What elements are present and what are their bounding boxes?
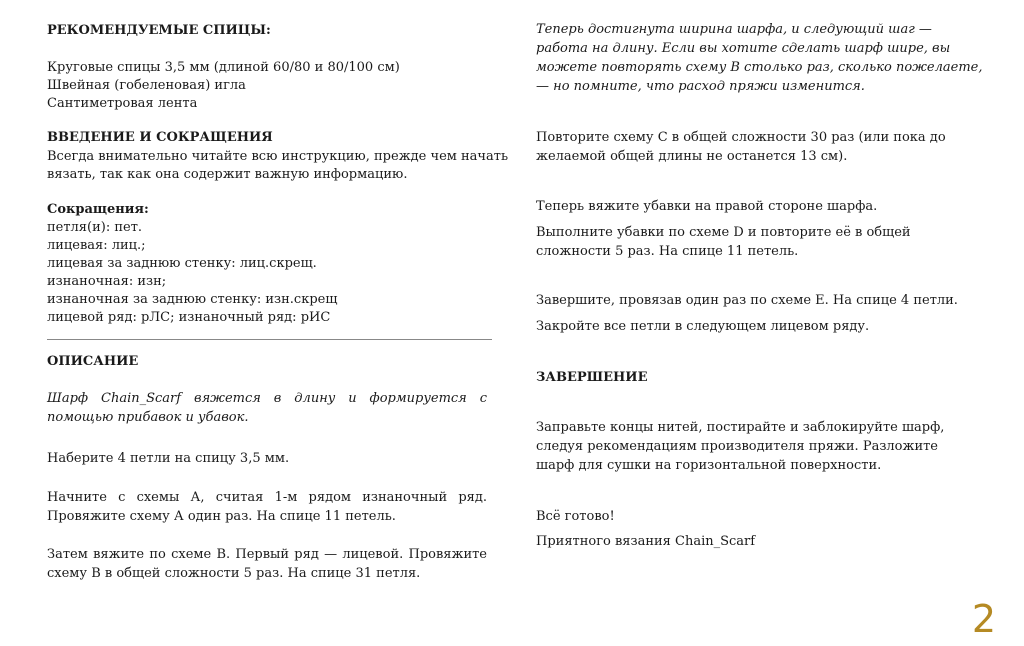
scheme-d-line: Выполните убавки по схеме D и повторите её в общей [536, 225, 911, 240]
page-number: 2 [971, 597, 996, 641]
cast-on-text: Наберите 4 петли на спицу 3,5 мм. [47, 451, 290, 466]
abbreviation-item: изнаночная: изн; [47, 274, 167, 289]
scheme-b-line: Затем вяжите по схеме В. Первый ряд — лицевой. Провяжите [47, 547, 487, 562]
intro-heading: ВВЕДЕНИЕ И СОКРАЩЕНИЯ [47, 130, 273, 145]
section-divider [47, 339, 492, 340]
scheme-e-text: Завершите, провязав один раз по схеме Е. На спице 4 петли. [536, 293, 958, 308]
scheme-a-line: Провяжите схему А один раз. На спице 11 петель. [47, 509, 396, 524]
scheme-a-line: Начните с схемы А, считая 1-м рядом изнаночный ряд. [47, 490, 487, 505]
abbreviation-item: петля(и): пет. [47, 220, 143, 235]
farewell-text: Приятного вязания Chain_Scarf [536, 534, 756, 549]
done-text: Всё готово! [536, 509, 615, 524]
intro-text-line: вязать, так как она содержит важную информацию. [47, 167, 408, 182]
scheme-d-line: сложности 5 раз. На спице 11 петель. [536, 244, 799, 259]
supply-item: Швейная (гобеленовая) игла [47, 78, 246, 93]
finishing-line: следуя рекомендациям производителя пряжи. Разложите [536, 439, 938, 454]
width-note-line: — но помните, что расход пряжи изменится. [536, 79, 865, 94]
width-note-line: работа на длину. Если вы хотите сделать шарф шире, вы [536, 41, 951, 56]
supply-item: Круговые спицы 3,5 мм (длиной 60/80 и 80/100 см) [47, 60, 400, 75]
supply-item: Сантиметровая лента [47, 96, 198, 111]
intro-text-line: Всегда внимательно читайте всю инструкцию, прежде чем начать [47, 149, 509, 164]
width-note-line: можете повторять схему В столько раз, сколько пожелаете, [536, 60, 983, 75]
abbreviation-item: изнаночная за заднюю стенку: изн.скрещ [47, 292, 338, 307]
scheme-b-line: схему В в общей сложности 5 раз. На спице 31 петля. [47, 566, 421, 581]
decrease-intro: Теперь вяжите убавки на правой стороне шарфа. [536, 199, 878, 214]
finishing-line: Заправьте концы нитей, постирайте и заблокируйте шарф, [536, 420, 945, 435]
description-intro-line: помощью прибавок и убавок. [47, 410, 249, 425]
description-heading: ОПИСАНИЕ [47, 354, 139, 369]
abbreviations-heading: Сокращения: [47, 202, 149, 217]
finishing-line: шарф для сушки на горизонтальной поверхности. [536, 458, 882, 473]
scheme-c-line: желаемой общей длины не останется 13 см). [536, 149, 848, 164]
bind-off-text: Закройте все петли в следующем лицевом ряду. [536, 319, 870, 334]
finishing-heading: ЗАВЕРШЕНИЕ [536, 370, 648, 385]
abbreviation-item: лицевой ряд: рЛС; изнаночный ряд: рИС [47, 310, 331, 325]
width-note-line: Теперь достигнута ширина шарфа, и следующий шаг — [536, 22, 932, 37]
supplies-heading: РЕКОМЕНДУЕМЫЕ СПИЦЫ: [47, 23, 271, 38]
description-intro-line: Шарф Chain_Scarf вяжется в длину и формируется с [47, 391, 487, 406]
abbreviation-item: лицевая: лиц.; [47, 238, 146, 253]
scheme-c-line: Повторите схему С в общей сложности 30 раз (или пока до [536, 130, 946, 145]
abbreviation-item: лицевая за заднюю стенку: лиц.скрещ. [47, 256, 317, 271]
